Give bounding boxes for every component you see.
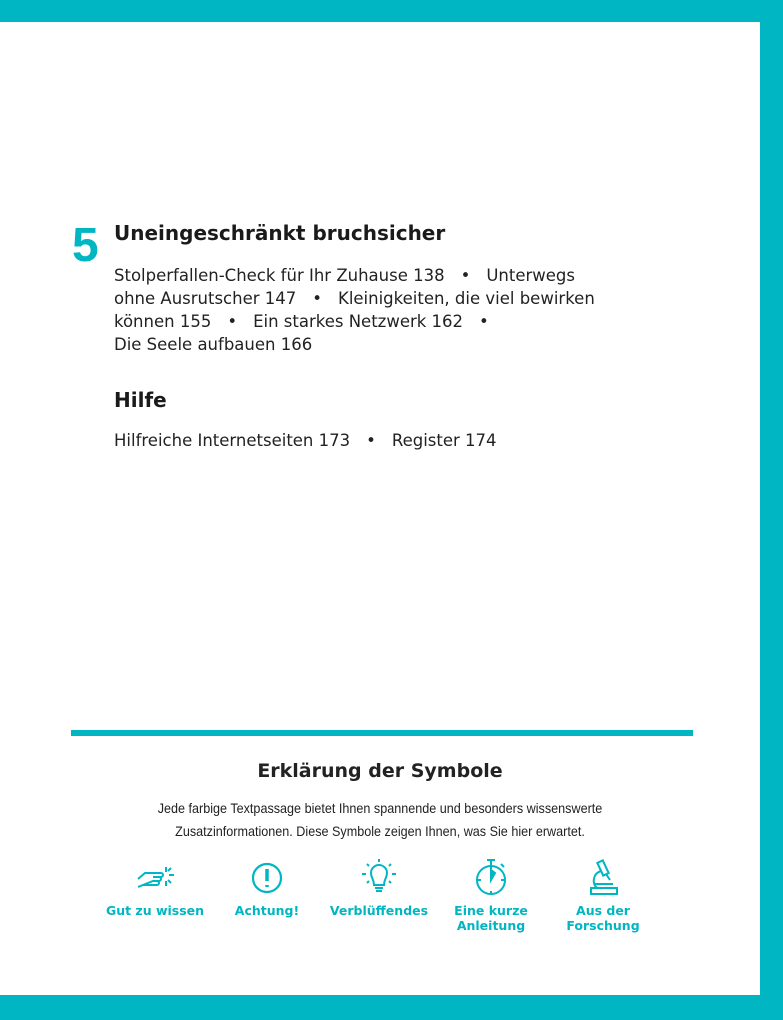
bullet: •	[227, 312, 238, 331]
symbol-label: Achtung!	[234, 903, 300, 918]
bullet: •	[460, 266, 471, 285]
desc-line: Zusatzinformationen. Diese Symbole zeigen Ihnen, was Sie hier erwartet.	[175, 823, 585, 839]
page	[0, 22, 760, 995]
symbol-label: Gut zu wissen	[105, 903, 205, 918]
chapter-title: Uneingeschränkt bruchsicher	[114, 221, 446, 245]
toc-entry: Kleinigkeiten, die viel bewirken	[338, 289, 595, 308]
pointing-hand-icon	[135, 857, 175, 897]
symbol-forschung	[548, 857, 658, 933]
toc-entry: Hilfreiche Internetseiten 173	[114, 431, 351, 450]
desc-line: Jede farbige Textpassage bietet Ihnen spannende und besonders wissenswerte	[157, 800, 603, 816]
toc-entry: Stolperfallen-Check für Ihr Zuhause 138	[114, 266, 445, 285]
bullet: •	[479, 312, 489, 331]
bullet: •	[312, 289, 322, 308]
symbols-title: Erklärung der Symbole	[257, 760, 503, 782]
symbols-description	[38, 797, 722, 843]
toc-entry: können 155	[114, 312, 212, 331]
symbol-label: Aus der Forschung	[566, 903, 640, 933]
symbol-verblueffendes	[324, 857, 434, 918]
divider	[71, 730, 693, 736]
toc-entry: Die Seele aufbauen 166	[114, 335, 313, 354]
symbol-label: Eine kurze Anleitung	[454, 903, 528, 933]
chapter-number: 5	[72, 219, 99, 272]
chapter-contents	[114, 264, 634, 356]
stopwatch-icon	[471, 857, 511, 897]
exclamation-circle-icon	[247, 857, 287, 897]
help-title: Hilfe	[114, 388, 167, 412]
toc-entry: ohne Ausrutscher 147	[114, 289, 297, 308]
bullet: •	[366, 431, 376, 450]
symbol-achtung	[212, 857, 322, 918]
symbol-anleitung	[436, 857, 546, 933]
toc-entry: Register 174	[391, 431, 497, 450]
symbol-gut-zu-wissen	[100, 857, 210, 918]
help-contents	[114, 429, 634, 452]
microscope-icon	[583, 857, 623, 897]
toc-entry: Ein starkes Netzwerk 162	[253, 312, 464, 331]
toc-entry: Unterwegs	[486, 266, 575, 285]
symbol-label: Verblüffendes	[329, 903, 429, 918]
lightbulb-icon	[359, 857, 399, 897]
